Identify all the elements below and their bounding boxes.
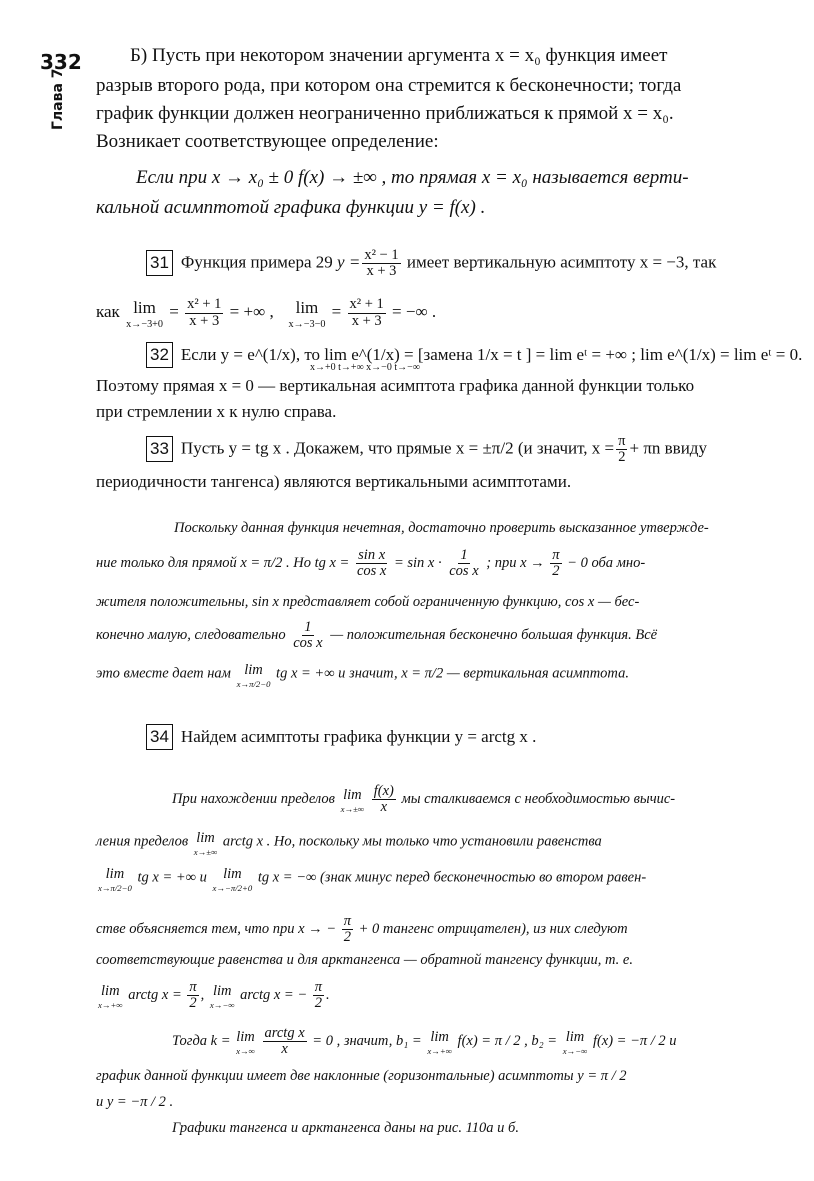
example-34-text-line9: и y = −π / 2 . [96, 1094, 174, 1110]
fraction: $\frac{\text{x² + 1}}{x + 3}$ [187, 296, 222, 329]
example-33-line2: периодичности тангенса) являются вертикальными асимптотами. [96, 472, 572, 491]
limit: lim x→−∞ [562, 1029, 588, 1057]
page-number: 332 [40, 50, 82, 74]
limit: lim x→+∞ [98, 983, 123, 1011]
text: Функция примера 29 [180, 252, 333, 272]
fraction: $\frac{\text{sin x}}{\text{cos x}}$ [356, 547, 387, 580]
fraction: $\frac{\pi}{2}$ [189, 979, 197, 1012]
para1-line1: Б) Пусть при некотором значении аргумента x = x₀ функция имеет [130, 45, 668, 66]
example-34-text-line3: lim x→π/2−0 tg x = +∞ и lim x→−π/2+0 tg x = −∞ (знак минус перед бесконечностью во втором равен- [98, 866, 647, 893]
example-32-line2: Поэтому прямая x = 0 — вертикальная асимптота графика данной функции только [96, 376, 695, 395]
limit: lim x→±∞ [340, 787, 365, 815]
limit: lim x→−∞ [209, 983, 235, 1011]
example-31-line2: как lim x→−3+0 = $\frac{\text{x² + 1}}{x + 3}$ = +∞ , lim x→−3−0 = $\frac{\text{x² + 1}}{x + 3}$ = −∞ . [96, 296, 437, 330]
fraction: $\frac{\pi}{2}$ [552, 547, 560, 580]
example-number-box: 34 [146, 724, 173, 750]
fraction: $\frac{1}{\text{cos x}}$ [449, 547, 479, 580]
example-33-proof-line1: Поскольку данная функция нечетная, достаточно проверить высказанное утвержде- [174, 520, 709, 536]
text: + πn ввиду [629, 438, 707, 458]
example-number-box: 31 [146, 250, 173, 276]
fraction: $\frac{\text{x² − 1}}{x + 3}$ [364, 247, 399, 280]
limit: lim x→−π/2+0 [212, 866, 253, 893]
text: как [96, 302, 120, 321]
fraction: $\frac{\text{arctg x}}{x}$ [264, 1025, 305, 1058]
example-32-line3: при стремлении x к нулю справа. [96, 402, 337, 421]
example-33-proof-line2: ние только для прямой x = π/2 . Но tg x = $\frac{\text{sin x}}{\text{cos x}}$ = sin x · $\frac{1}{\text{cos x}}$ ; при x → $\frac{\pi}{2}$ − 0 оба мно- [96, 547, 646, 580]
fraction: $\frac{f(x)}{x}$ [373, 783, 394, 816]
limit: lim x→π/2−0 [98, 866, 132, 893]
chapter-label: Глава 7 [50, 68, 66, 130]
fraction: $\frac{1}{\text{cos x}}$ [293, 619, 323, 652]
text: Пусть y = tg x . Докажем, что прямые x = ±π/2 (и значит, x = [180, 438, 615, 458]
example-34-text-line8: график данной функции имеет две наклонные (горизонтальные) асимптоты y = π / 2 [96, 1068, 627, 1084]
text: имеет вертикальную асимптоту x = −3, так [406, 252, 717, 272]
example-34-text-line7: Тогда k = lim x→∞ $\frac{\text{arctg x}}{x}$ = 0 , значит, b₁ = lim x→+∞ f(x) = π / 2 , b₂ = lim x→−∞ f(x) = −π / 2 и [172, 1025, 677, 1058]
example-34-text-line5: соответствующие равенства и для арктангенса — обратной тангенсу функции, т. е. [96, 952, 633, 968]
limit: lim x→±∞ [193, 830, 218, 857]
fraction: $\frac{\text{x² + 1}}{x + 3}$ [349, 296, 384, 329]
text: Найдем асимптоты графика функции y = arctg x . [180, 727, 537, 746]
example-34-text-line6: lim x→+∞ arctg x = $\frac{\pi}{2}$ , lim x→−∞ arctg x = − $\frac{\pi}{2}$ . [98, 979, 330, 1012]
fraction: $\frac{\pi}{2}$ [618, 433, 626, 466]
example-34-line1 [146, 724, 536, 750]
example-34-text-line4: стве объясняется тем, что при x → − $\frac{\pi}{2}$ + 0 тангенс отрицателен), из них следуют [96, 913, 628, 946]
para1-line2: разрыв второго рода, при котором она стремится к бесконечности; тогда [96, 75, 682, 96]
example-number-box: 33 [146, 436, 173, 462]
example-34-text-line2: ления пределов lim x→±∞ arctg x . Но, поскольку мы только что установили равенства [96, 830, 602, 857]
example-33-proof-line3: жителя положительны, sin x представляет собой ограниченную функцию, cos x — бес- [96, 594, 640, 610]
example-33-proof-line4: конечно малую, следовательно $\frac{1}{\text{cos x}}$ — положительная бесконечно большая функция. Всё [96, 619, 658, 652]
definition-line1: Если при x → x₀ ± 0 f(x) → ±∞ , то прямая x = x₀ называется верти- [136, 167, 689, 188]
fraction: $\frac{\pi}{2}$ [314, 979, 322, 1012]
definition-line2: кальной асимптотой графика функции y = f(x) . [96, 197, 486, 218]
example-32-limit-subscripts: x→+0 t→+∞ x→−0 t→−∞ [310, 362, 420, 373]
para1-line4: Возникает соответствующее определение: [96, 131, 439, 152]
text: Если y = e^(1/x), то lim e^(1/x) = [замена 1/x = t ] = lim eᵗ = +∞ ; lim e^(1/x) = lim eᵗ = 0. [180, 345, 803, 364]
text: y = [337, 252, 361, 272]
limit: lim x→−3−0 [288, 298, 326, 330]
example-32-line1 [146, 342, 802, 368]
limit: lim x→+∞ [427, 1029, 452, 1057]
fraction: $\frac{\pi}{2}$ [343, 913, 351, 946]
limit: lim x→−3+0 [126, 298, 164, 330]
example-34-text-line10: Графики тангенса и арктангенса даны на рис. 110а и б. [172, 1120, 519, 1136]
example-33-line1 [146, 434, 707, 465]
limit: lim x→π/2−0 [236, 662, 271, 689]
limit: lim x→∞ [236, 1029, 255, 1057]
example-31-line1 [146, 248, 716, 279]
example-33-proof-line5: это вместе дает нам lim x→π/2−0 tg x = +∞ и значит, x = π/2 — вертикальная асимптота. [96, 662, 629, 689]
example-34-text-line1: При нахождении пределов lim x→±∞ $\frac{f(x)}{x}$ мы сталкиваемся с необходимостью вычис- [172, 783, 676, 816]
example-number-box: 32 [146, 342, 173, 368]
para1-line3: график функции должен неограниченно приближаться к прямой x = x₀. [96, 103, 674, 124]
